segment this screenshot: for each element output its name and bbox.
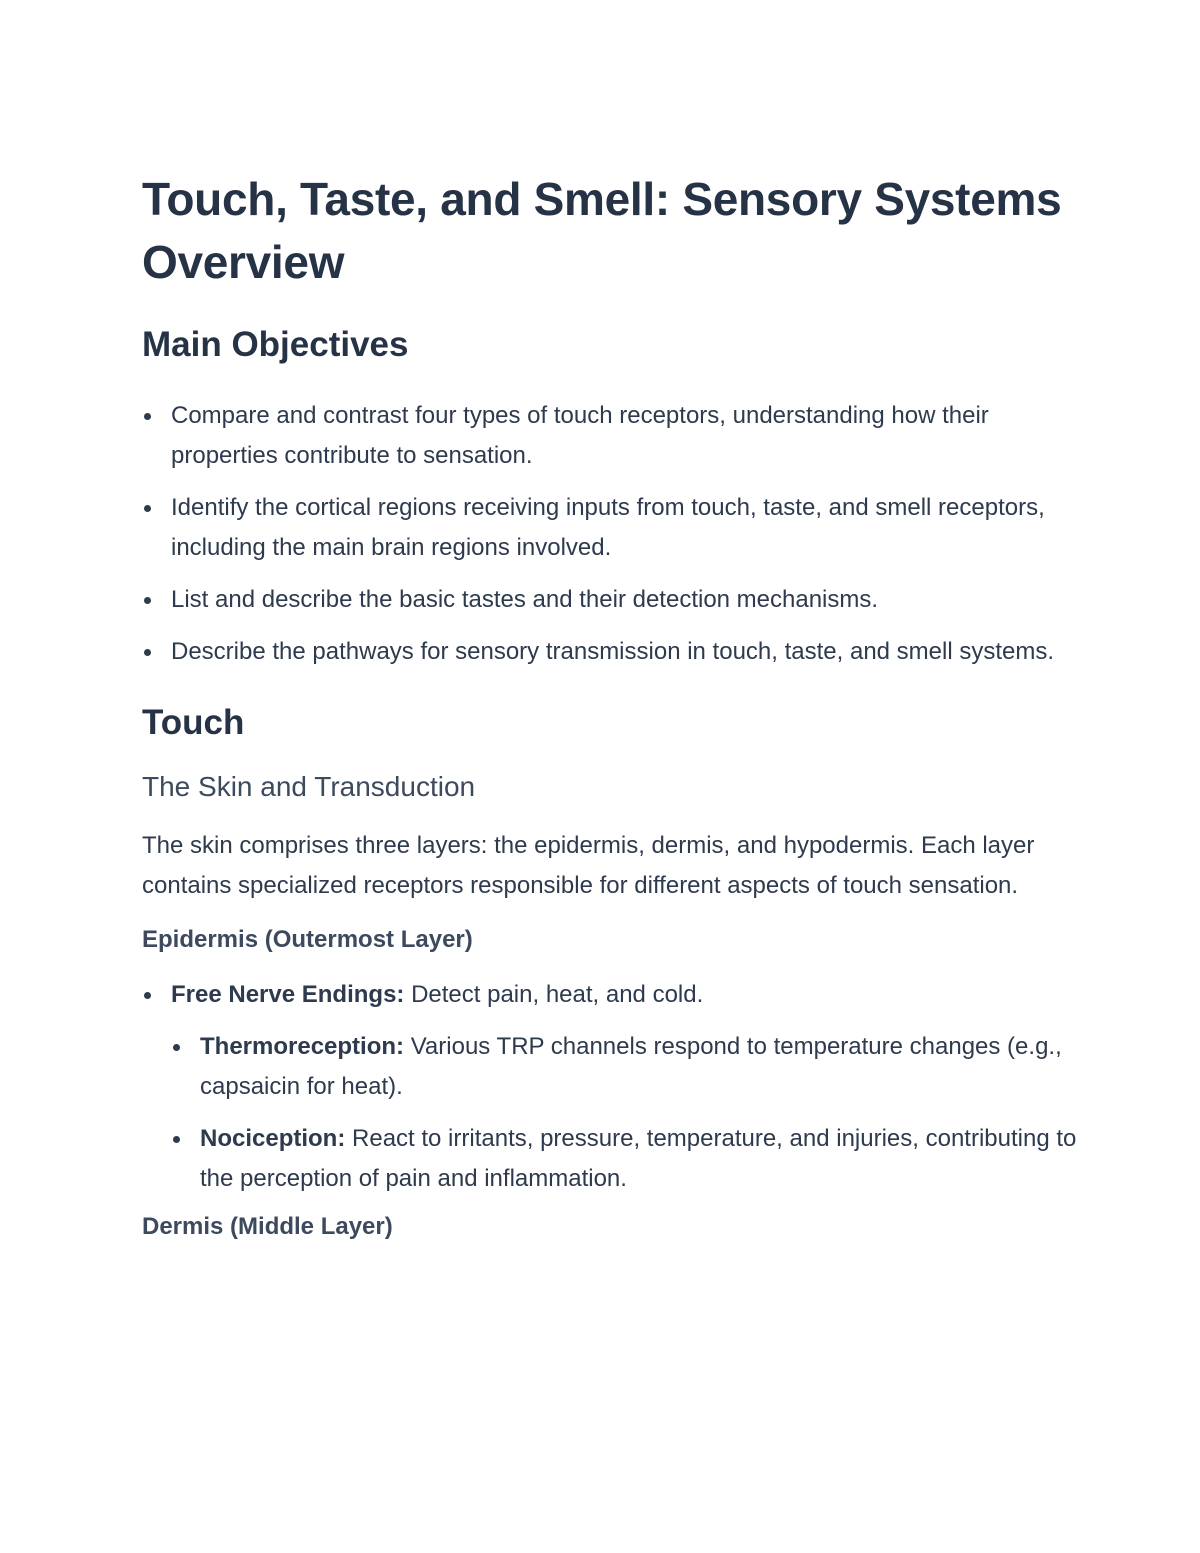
objective-item: Describe the pathways for sensory transmission in touch, taste, and smell systems. (142, 632, 1082, 672)
dermis-heading: Dermis (Middle Layer) (142, 1213, 393, 1240)
desc-free-nerve-endings: Detect pain, heat, and cold. (404, 981, 704, 1008)
objective-item: Identify the cortical regions receiving inputs from touch, taste, and smell receptors, including the main brain regions involved. (142, 488, 1082, 568)
desc-nociception: React to irritants, pressure, temperature, and injuries, contributing to the perception of pain and inflammation. (200, 1125, 1077, 1192)
list-item-thermoreception (171, 1027, 1082, 1107)
term-nociception: Nociception: (200, 1125, 346, 1152)
free-nerve-endings-sublist (171, 1027, 1082, 1199)
epidermis-list (142, 975, 1082, 1199)
term-free-nerve-endings: Free Nerve Endings: (171, 981, 405, 1008)
objectives-list (142, 396, 1082, 672)
objective-item: Compare and contrast four types of touch receptors, understanding how their properties contribute to sensation. (142, 396, 1082, 476)
list-item-free-nerve-endings (142, 975, 1082, 1199)
epidermis-heading: Epidermis (Outermost Layer) (142, 926, 473, 953)
document-page (142, 168, 1082, 1243)
skin-paragraph: The skin comprises three layers: the epidermis, dermis, and hypodermis. Each layer contains specialized receptors responsible for different aspects of touch sensation. (142, 832, 1035, 899)
objective-item: List and describe the basic tastes and their detection mechanisms. (142, 580, 1082, 620)
objectives-heading: Main Objectives (142, 325, 409, 364)
list-item-nociception (171, 1119, 1082, 1199)
page-title: Touch, Taste, and Smell: Sensory Systems Overview (142, 173, 1062, 288)
touch-heading: Touch (142, 703, 245, 742)
desc-thermoreception: Various TRP channels respond to temperature changes (e.g., capsaicin for heat). (200, 1033, 1062, 1100)
skin-transduction-heading: The Skin and Transduction (142, 771, 476, 802)
term-thermoreception: Thermoreception: (200, 1033, 405, 1060)
